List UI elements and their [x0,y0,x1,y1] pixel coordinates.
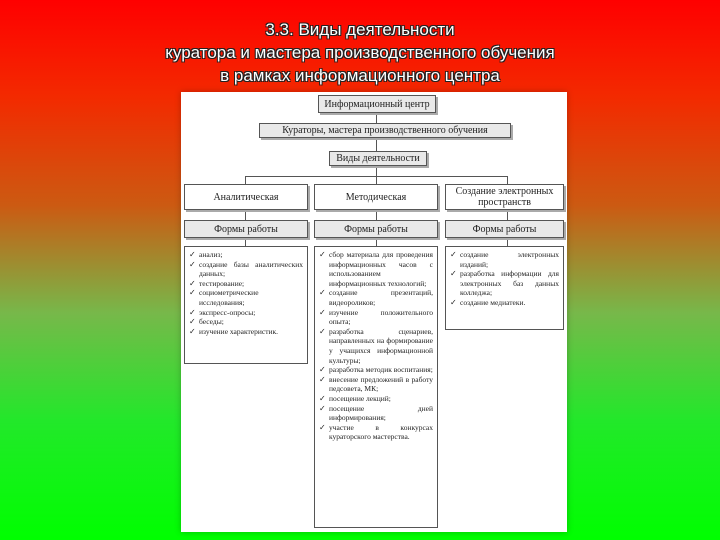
list-item: ✓ создание электронных изданий; [450,250,559,269]
list-item: ✓ внесение предложений в работу педсовета, МК; [319,375,433,394]
list-item: ✓ анализ; [189,250,303,260]
title-line-3: в рамках информационного центра [220,66,500,85]
box-activity-types: Виды деятельности [329,151,427,166]
box-electronic-spaces: Создание электронных пространств [445,184,564,210]
forms-header-electronic: Формы работы [445,220,564,238]
list-item: ✓ разработка методик воспитания; [319,365,433,375]
connector-col3-list [507,238,508,246]
box-information-center: Информационный центр [318,95,436,113]
forms-header-analytical: Формы работы [184,220,308,238]
list-item: ✓ изучение характеристик. [189,327,303,337]
connector-level3-branches [376,166,377,176]
list-item: ✓ разработка сценариев, направленных на формирование у учащихся информационной культуры; [319,327,433,365]
list-item: ✓ создание презентаций, видеороликов; [319,288,433,307]
connector-col1-list [245,238,246,246]
title-line-1: 3.3. Виды деятельности [265,20,455,39]
slide-title [0,18,720,87]
list-item: ✓ создание медиатеки. [450,298,559,308]
list-item: ✓ тестирование; [189,279,303,289]
list-item: ✓ изучение положительного опыта; [319,308,433,327]
connector-col3-forms [507,210,508,220]
list-item: ✓ социометрические исследования; [189,288,303,307]
list-item: ✓ разработка информации для электронных баз данных колледжа; [450,269,559,298]
diagram-panel [181,92,567,532]
connector-col2-forms [376,210,377,220]
list-item: ✓ участие в конкурсах кураторского мастерства. [319,423,433,442]
connector-col1-forms [245,210,246,220]
connector-branch-3 [507,176,508,184]
list-methodical [314,246,438,528]
list-item: ✓ создание базы аналитических данных; [189,260,303,279]
connector-level2-level3 [376,137,377,151]
connector-branch-1 [245,176,246,184]
list-item: ✓ беседы; [189,317,303,327]
list-electronic [445,246,564,330]
list-analytical [184,246,308,364]
title-line-2: куратора и мастера производственного обучения [165,43,555,62]
box-methodical: Методическая [314,184,438,210]
list-item: ✓ экспресс-опросы; [189,308,303,318]
list-item: ✓ сбор материала для проведения информационных часов с использованием информационных технологий; [319,250,433,288]
list-item: ✓ посещение лекций; [319,394,433,404]
box-curators-masters: Кураторы, мастера производственного обучения [259,123,511,138]
connector-col2-list [376,238,377,246]
box-analytical: Аналитическая [184,184,308,210]
connector-top-level2 [376,113,377,123]
forms-header-methodical: Формы работы [314,220,438,238]
connector-branch-2 [376,176,377,184]
list-item: ✓ посещение дней информирования; [319,404,433,423]
